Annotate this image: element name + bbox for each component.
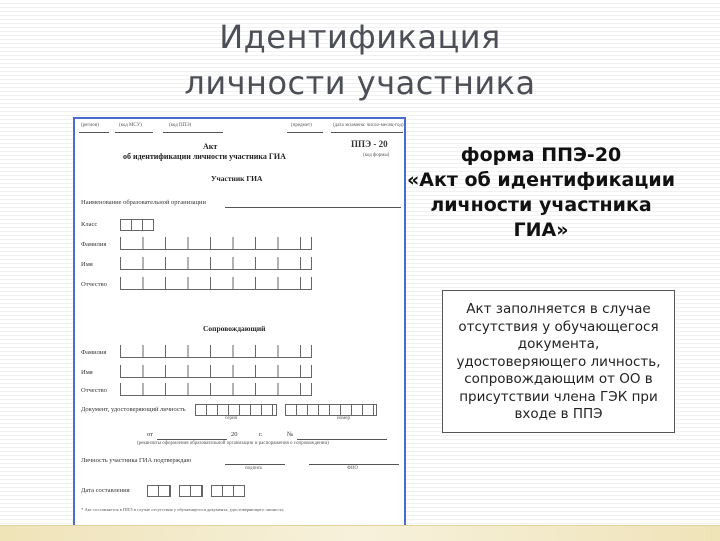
tag-ppe: (код ППЭ)	[169, 123, 192, 128]
form-heading-line2: «Акт об идентификации	[406, 169, 676, 191]
escort-patronymic-label: Отчество	[81, 387, 107, 394]
number-label: номер	[337, 416, 350, 421]
form-code-sub: (код формы)	[363, 153, 390, 158]
slide-title-line2: личности участника	[184, 64, 536, 102]
id-doc-label: Документ, удостоверяющий личность	[81, 406, 186, 413]
no-label: №	[287, 431, 294, 438]
patronymic-label: Отчество	[81, 281, 107, 288]
patronymic-cells	[120, 277, 312, 290]
tag-date: (дата экзамена: число-месяц-год)	[333, 123, 404, 128]
sign-label: подпись	[245, 466, 263, 471]
escort-patronymic-cells	[120, 383, 312, 396]
form-document-image	[73, 117, 406, 529]
series-label: серия	[225, 416, 237, 421]
doc-note: (реквизиты оформления образовательной организации и распоряжения о сопровождении)	[137, 441, 329, 446]
name-label: Имя	[81, 261, 93, 268]
date-label: Дата составления	[81, 487, 130, 494]
form-heading	[386, 143, 696, 243]
escort-surname-label: Фамилия	[81, 349, 107, 356]
tag-region: (регион)	[81, 123, 99, 128]
confirm-label: Личность участника ГИА подтверждаю	[81, 457, 192, 464]
slide-title-line1: Идентификация	[219, 18, 501, 56]
surname-cells	[120, 237, 312, 250]
form-code: ППЭ - 20	[351, 139, 388, 149]
form-heading-line1: форма ППЭ-20	[460, 144, 622, 166]
section-participant: Участник ГИА	[211, 174, 263, 183]
escort-name-cells	[120, 365, 312, 378]
surname-label: Фамилия	[81, 241, 107, 248]
note-text: Акт заполняется в случае отсутствия у обучающегося документа, удостоверяющего личность, сопровождающим от ОО в присутствии члена ГЭК при входе в ППЭ	[456, 301, 661, 422]
class-boxes	[120, 219, 154, 231]
form-heading-line4: ГИА»	[513, 219, 569, 241]
escort-name-label: Имя	[81, 369, 93, 376]
org-label: Наименование образовательной организации	[81, 199, 206, 206]
class-label: Класс	[81, 221, 98, 228]
fio-label: ФИО	[347, 466, 359, 471]
g-label: г.	[259, 431, 263, 438]
section-escort: Сопровождающий	[203, 324, 266, 333]
bottom-bar	[0, 525, 720, 541]
doc-footnote: * Акт составляется в ППЭ в случае отсутствия у обучающегося документа, удостоверяющего личность	[81, 507, 284, 512]
form-heading-line3: личности участника	[430, 194, 652, 216]
note-box	[442, 290, 675, 433]
from-label: от	[147, 431, 154, 438]
name-cells	[120, 257, 312, 270]
tag-msu: (код МСУ)	[119, 123, 142, 128]
doc-title-1: Акт	[203, 142, 218, 151]
doc-title-2: об идентификации личности участника ГИА	[123, 152, 286, 161]
year-label: 20	[231, 431, 238, 438]
tag-subject: (предмет)	[291, 123, 312, 128]
escort-surname-cells	[120, 345, 312, 358]
slide-title	[120, 14, 600, 106]
